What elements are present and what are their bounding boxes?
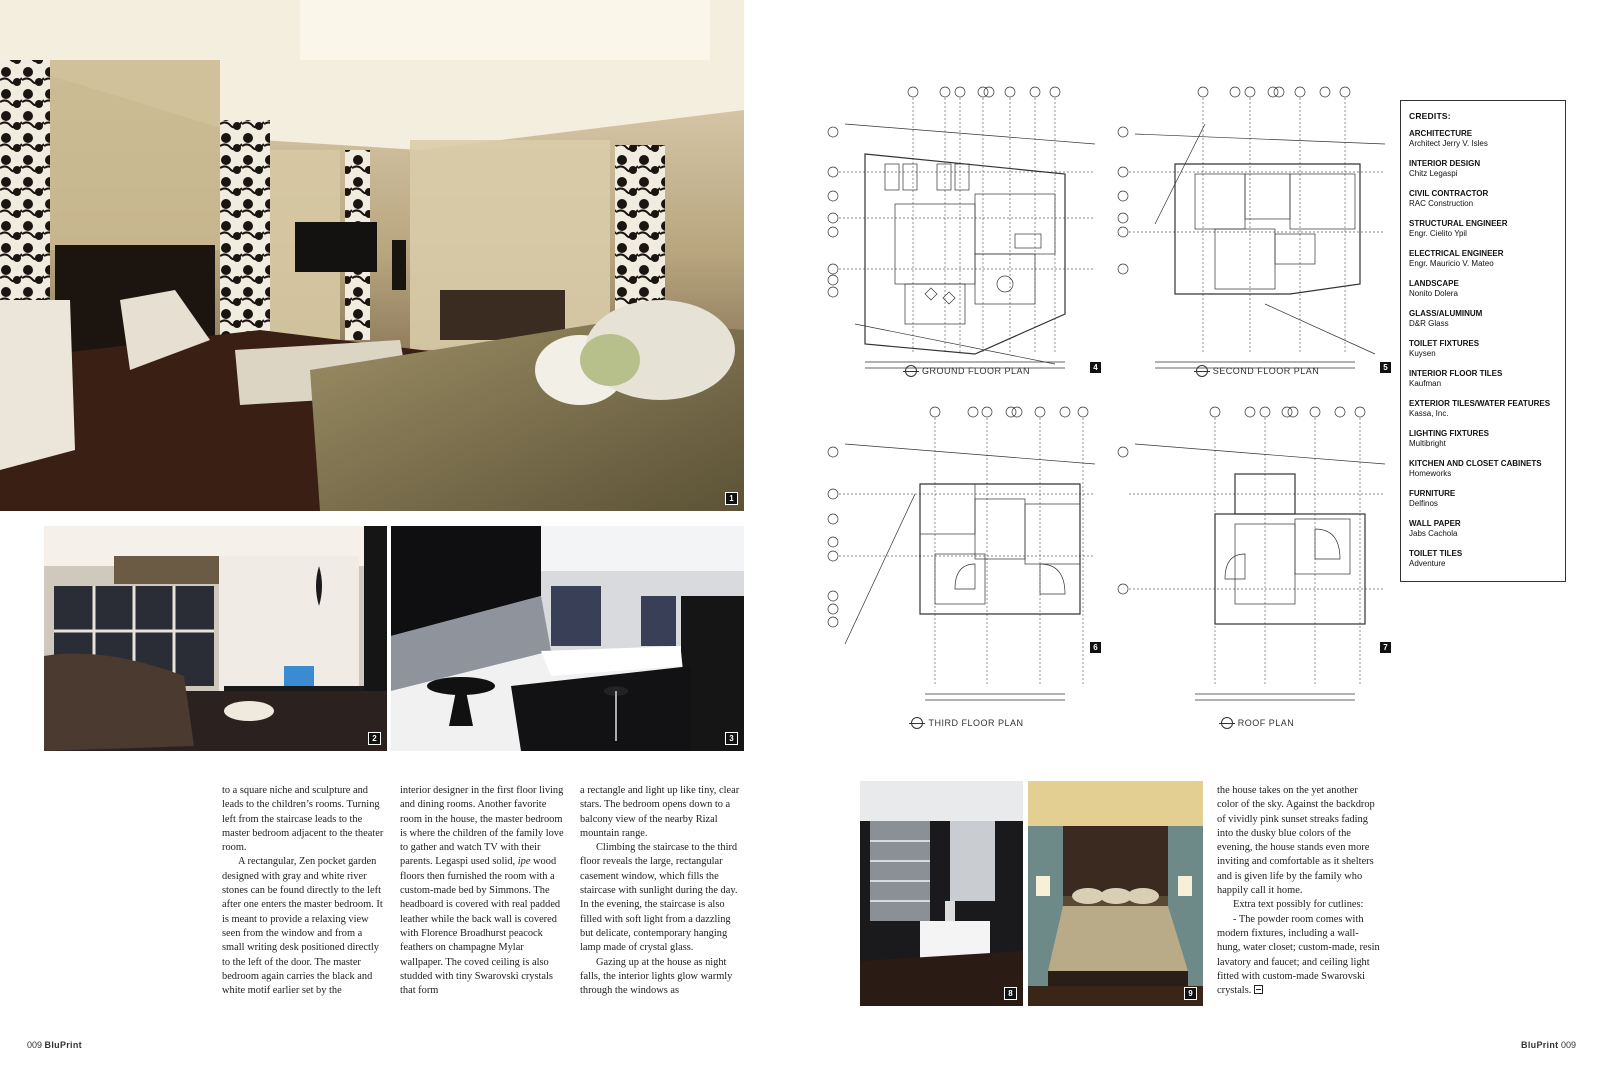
credit-item (1409, 369, 1557, 389)
credit-name: D&R Glass (1409, 319, 1449, 328)
second-floor-plan (1115, 84, 1400, 382)
credit-item (1409, 489, 1557, 509)
credit-role: ARCHITECTURE (1409, 129, 1473, 138)
powder-room-image (860, 781, 1023, 1006)
article-text: - The powder room comes with modern fixtures, including a wall-hung, water closet; custom-made, resin lavatory and faucet; and ceiling light fitted with custom-made Swarovski crystals. (1217, 913, 1380, 997)
grid-bubbles-top (908, 87, 1060, 97)
section-symbol-icon (905, 365, 917, 377)
credit-item (1409, 159, 1557, 179)
credit-item (1409, 429, 1557, 449)
photo-powder-room (860, 781, 1023, 1006)
plan-title-text: GROUND FLOOR PLAN (921, 366, 1030, 376)
credit-role: INTERIOR FLOOR TILES (1409, 369, 1503, 378)
article-text: wood floors then furnished the room with a custom-made bed by Simmons. The headboard is covered with real padded leather while the back wall is covered with Florence Broadhurst peacock feathers on champagne Mylar wallpaper. The coved ceiling is also studded with tiny Swarovski crystals that form (400, 856, 561, 997)
theater-room-image (44, 526, 387, 751)
article-emphasis: ipe (517, 856, 531, 868)
photo-number-badge: 9 (1184, 987, 1197, 1000)
section-symbol-icon (911, 717, 923, 729)
article-paragraph: the house takes on the yet another color of the sky. Against the backdrop of vividly pink sunset streaks fading into the dusky blue colors of the evening, the house stands even more inviting and comfortable as it shelters and is given life by the family who happily call it home. (1217, 785, 1375, 897)
credits-box (1400, 100, 1566, 582)
plan-title-text: ROOF PLAN (1237, 718, 1295, 728)
photo-kitchen (391, 526, 744, 751)
plan-number-badge: 4 (1089, 361, 1102, 374)
credit-role: WALL PAPER (1409, 519, 1461, 528)
credit-item (1409, 219, 1557, 239)
credit-name: Kassa, Inc. (1409, 409, 1449, 418)
credit-name: Nonito Dolera (1409, 289, 1458, 298)
article-paragraph: A rectangular, Zen pocket garden designed with gray and white river stones can be found directly to the left after one enters the master bedroom. It is meant to provide a relaxing view seen from the window and from a small writing desk positioned directly to the left of the door. The master bedroom again carries the black and white motif earlier set by the (222, 856, 383, 997)
credit-name: Jabs Cachola (1409, 529, 1458, 538)
left-folio (27, 1040, 82, 1050)
right-folio (1521, 1040, 1576, 1050)
credit-name: Engr. Cielito Ypil (1409, 229, 1467, 238)
credit-name: Homeworks (1409, 469, 1452, 478)
credit-role: STRUCTURAL ENGINEER (1409, 219, 1508, 228)
ground-floor-plan (825, 84, 1110, 382)
roof-plan-drawing (1115, 404, 1400, 734)
credit-item (1409, 249, 1557, 269)
plan-title (825, 360, 1110, 382)
article-column-1 (222, 784, 386, 998)
photo-number-badge: 1 (725, 492, 738, 505)
article-text: interior designer in the first floor living and dining rooms. Another favorite room in the house, the master bedroom is where the children of the family love to gather and watch TV with their parents. Legaspi used solid, (400, 785, 564, 868)
photo-guest-bedroom (1028, 781, 1203, 1006)
photo-master-bedroom (0, 0, 744, 511)
credit-item (1409, 459, 1557, 479)
credit-name: Kuysen (1409, 349, 1436, 358)
second-floor-drawing (1115, 84, 1400, 382)
left-brand: BluPrint (44, 1040, 82, 1050)
credit-item (1409, 519, 1557, 539)
credit-name: Architect Jerry V. Isles (1409, 139, 1488, 148)
credit-role: LANDSCAPE (1409, 279, 1459, 288)
credit-name: Adventure (1409, 559, 1446, 568)
credit-role: INTERIOR DESIGN (1409, 159, 1481, 168)
article-paragraph: a rectangle and light up like tiny, clear stars. The bedroom opens down to a balcony view of the nearby Rizal mountain range. (580, 785, 740, 839)
article-paragraph (1217, 913, 1381, 999)
credit-name: Delfinos (1409, 499, 1438, 508)
credit-name: Chitz Legaspi (1409, 169, 1458, 178)
credit-item (1409, 339, 1557, 359)
credit-role: LIGHTING FIXTURES (1409, 429, 1489, 438)
photo-number-badge: 3 (725, 732, 738, 745)
third-floor-drawing (825, 404, 1110, 734)
article-paragraph (400, 784, 564, 998)
credit-item (1409, 309, 1557, 329)
credits-title: CREDITS: (1409, 111, 1451, 121)
right-brand: BluPrint (1521, 1040, 1559, 1050)
article-column-3 (580, 784, 744, 998)
credit-role: GLASS/ALUMINUM (1409, 309, 1483, 318)
credit-name: Multibright (1409, 439, 1446, 448)
plan-number-badge: 7 (1379, 641, 1392, 654)
article-column-2 (400, 784, 564, 998)
credit-role: ELECTRICAL ENGINEER (1409, 249, 1504, 258)
article-paragraph: Extra text possibly for cutlines: (1233, 899, 1364, 911)
kitchen-image (391, 526, 744, 751)
ground-floor-drawing (825, 84, 1110, 382)
guest-bedroom-image (1028, 781, 1203, 1006)
plan-number-badge: 6 (1089, 641, 1102, 654)
credit-item (1409, 399, 1557, 419)
right-page-number: 009 (1560, 1040, 1576, 1050)
credit-item (1409, 189, 1557, 209)
end-mark-icon (1254, 985, 1263, 994)
credit-name: Kaufman (1409, 379, 1442, 388)
credit-role: CIVIL CONTRACTOR (1409, 189, 1489, 198)
article-paragraph: Climbing the staircase to the third floor reveals the large, rectangular casement window, which fills the staircase with sunlight during the day. In the evening, the staircase is also filled with soft light from a dazzling but delicate, contemporary hanging lamp made of crystal glass. (580, 842, 738, 954)
roof-plan (1115, 404, 1400, 734)
credit-item (1409, 129, 1557, 149)
section-symbol-icon (1196, 365, 1208, 377)
article-paragraph: to a square niche and sculpture and leads to the children’s rooms. Turning left from the staircase leads to the master bedroom adjacent to the theater room. (222, 785, 384, 854)
credits-list (1409, 129, 1557, 569)
credit-role: EXTERIOR TILES/WATER FEATURES (1409, 399, 1551, 408)
credit-role: TOILET TILES (1409, 549, 1463, 558)
credit-name: RAC Construction (1409, 199, 1474, 208)
photo-theater-room (44, 526, 387, 751)
plan-title-text: SECOND FLOOR PLAN (1212, 366, 1320, 376)
article-paragraph: Gazing up at the house as night falls, the interior lights glow warmly through the windows as (580, 956, 733, 997)
credit-item (1409, 549, 1557, 569)
credit-role: TOILET FIXTURES (1409, 339, 1480, 348)
left-page-number: 009 (27, 1040, 43, 1050)
credit-role: KITCHEN AND CLOSET CABINETS (1409, 459, 1542, 468)
credit-name: Engr. Mauricio V. Mateo (1409, 259, 1494, 268)
plan-title-text: THIRD FLOOR PLAN (928, 718, 1024, 728)
third-floor-plan (825, 404, 1110, 734)
plan-title (1115, 712, 1400, 734)
credit-role: FURNITURE (1409, 489, 1456, 498)
master-bedroom-image (0, 0, 744, 511)
article-column-4 (1217, 784, 1381, 998)
plan-title (825, 712, 1110, 734)
photo-number-badge: 8 (1004, 987, 1017, 1000)
credit-item (1409, 279, 1557, 299)
photo-number-badge: 2 (368, 732, 381, 745)
section-symbol-icon (1221, 717, 1233, 729)
plan-title (1115, 360, 1400, 382)
plan-number-badge: 5 (1379, 361, 1392, 374)
